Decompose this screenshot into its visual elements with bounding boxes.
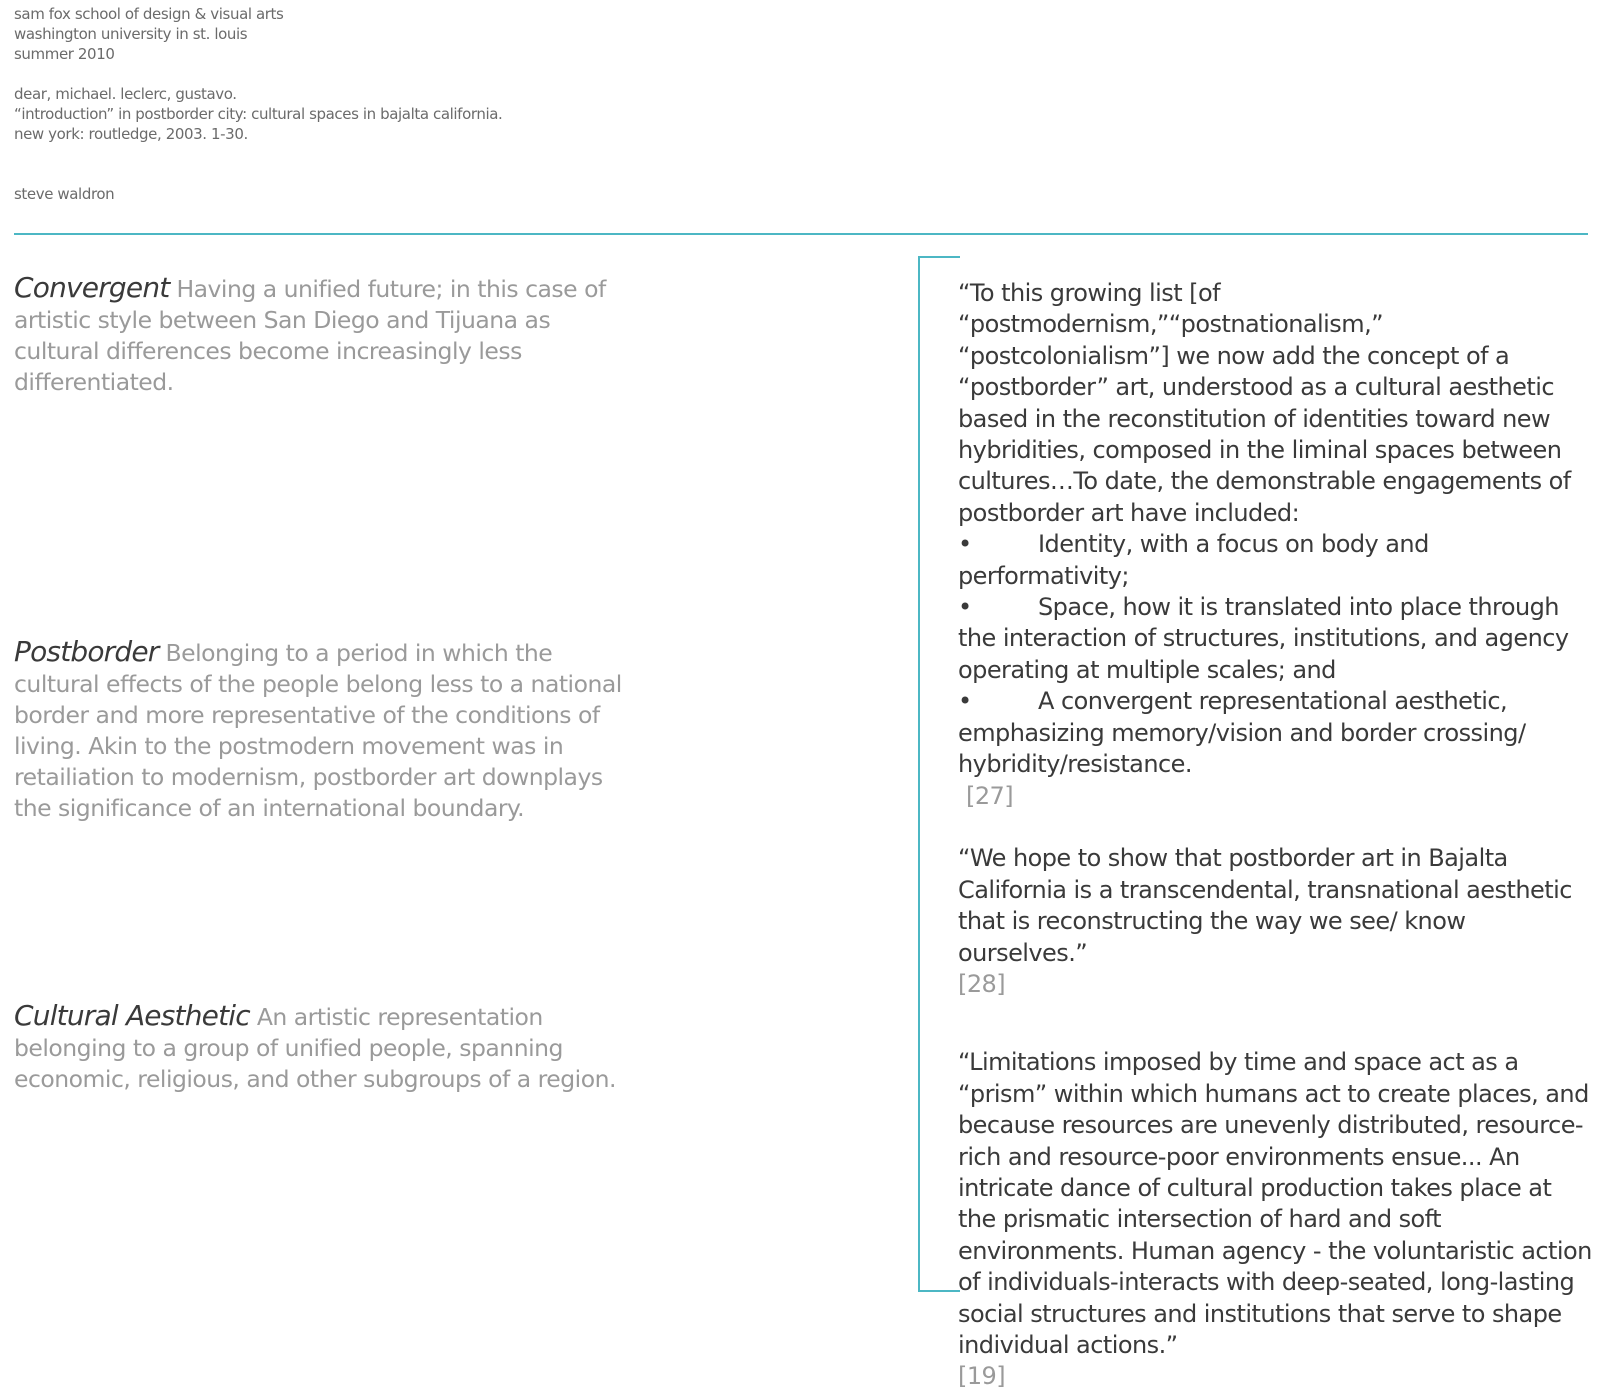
bullet-text: Space, how it is translated into place through the interaction of structures, institutions, and agency operating at multiple scales; and (958, 593, 1569, 684)
term-label: Postborder (14, 635, 159, 668)
bullet-text: Identity, with a focus on body and performativity; (958, 530, 1429, 590)
term-label: Cultural Aesthetic (14, 999, 250, 1032)
quote-1-bullet-3 (958, 686, 1594, 780)
definition-convergent (14, 272, 634, 398)
author-name: steve waldron (14, 185, 115, 203)
bullet-icon: • (958, 530, 972, 559)
bullet-icon: • (958, 593, 972, 622)
school-name: sam fox school of design & visual arts (14, 5, 284, 23)
quote-1-citation: [27] (966, 781, 1014, 810)
term-label: Convergent (14, 271, 170, 304)
citation-authors: dear, michael. leclerc, gustavo. (14, 85, 237, 103)
quotes-column (958, 278, 1594, 1393)
quote-1-bullet-2 (958, 592, 1594, 686)
term-definition: Belonging to a period in which the cultural effects of the people belong less to a national border and more representative of the conditions of living. Akin to the postmodern movement was in retailiation to modernism, postborder art downplays the significance of an international boundary. (14, 639, 622, 822)
quote-2-citation: [28] (958, 969, 1006, 998)
citation-title: “introduction” in postborder city: cultural spaces in bajalta california. (14, 105, 503, 123)
quote-2-text: “We hope to show that postborder art in Bajalta California is a transcendental, transnational aesthetic that is reconstructing the way we see/ know ourselves.” (958, 844, 1572, 967)
definition-postborder (14, 636, 634, 824)
university-name: washington university in st. louis (14, 25, 248, 43)
bullet-text: A convergent representational aesthetic, emphasizing memory/vision and border crossing/ hybridity/resistance. (958, 687, 1526, 779)
quote-3-citation: [19] (958, 1362, 1006, 1391)
header-divider (14, 233, 1588, 235)
quote-1-bullet-1 (958, 529, 1594, 592)
definition-cultural-aesthetic (14, 1000, 634, 1095)
term-definition: Having a unified future; in this case of artistic style between San Diego and Tijuana as cultural differences become increasingly less differentiated. (14, 275, 606, 396)
quote-1-text: “To this growing list [of “postmodernism,”“postnationalism,” “postcolonialism”] we now add the concept of a “postborder” art, understood as a cultural aesthetic based in the reconstitution of identities toward new hybridities, composed in the liminal spaces between cultures…To date, the demonstrable engagements of postborder art have included: (958, 279, 1571, 527)
quote-bracket (918, 256, 960, 1292)
quote-3-text: “Limitations imposed by time and space act as a “prism” within which humans act to create places, and because resources are unevenly distributed, resource-rich and resource-poor environments ensue... An intricate dance of cultural production takes place at the prismatic intersection of hard and soft environments. Human agency - the voluntaristic action of individuals-interacts with deep-seated, long-lasting social structures and institutions that serve to shape individual actions.” (958, 1048, 1592, 1359)
citation-publisher: new york: routledge, 2003. 1-30. (14, 125, 248, 143)
term: summer 2010 (14, 45, 115, 63)
document-header (14, 4, 714, 204)
term-definition: An artistic representation belonging to a group of unified people, spanning economic, religious, and other subgroups of a region. (14, 1003, 616, 1093)
bullet-icon: • (958, 687, 972, 716)
